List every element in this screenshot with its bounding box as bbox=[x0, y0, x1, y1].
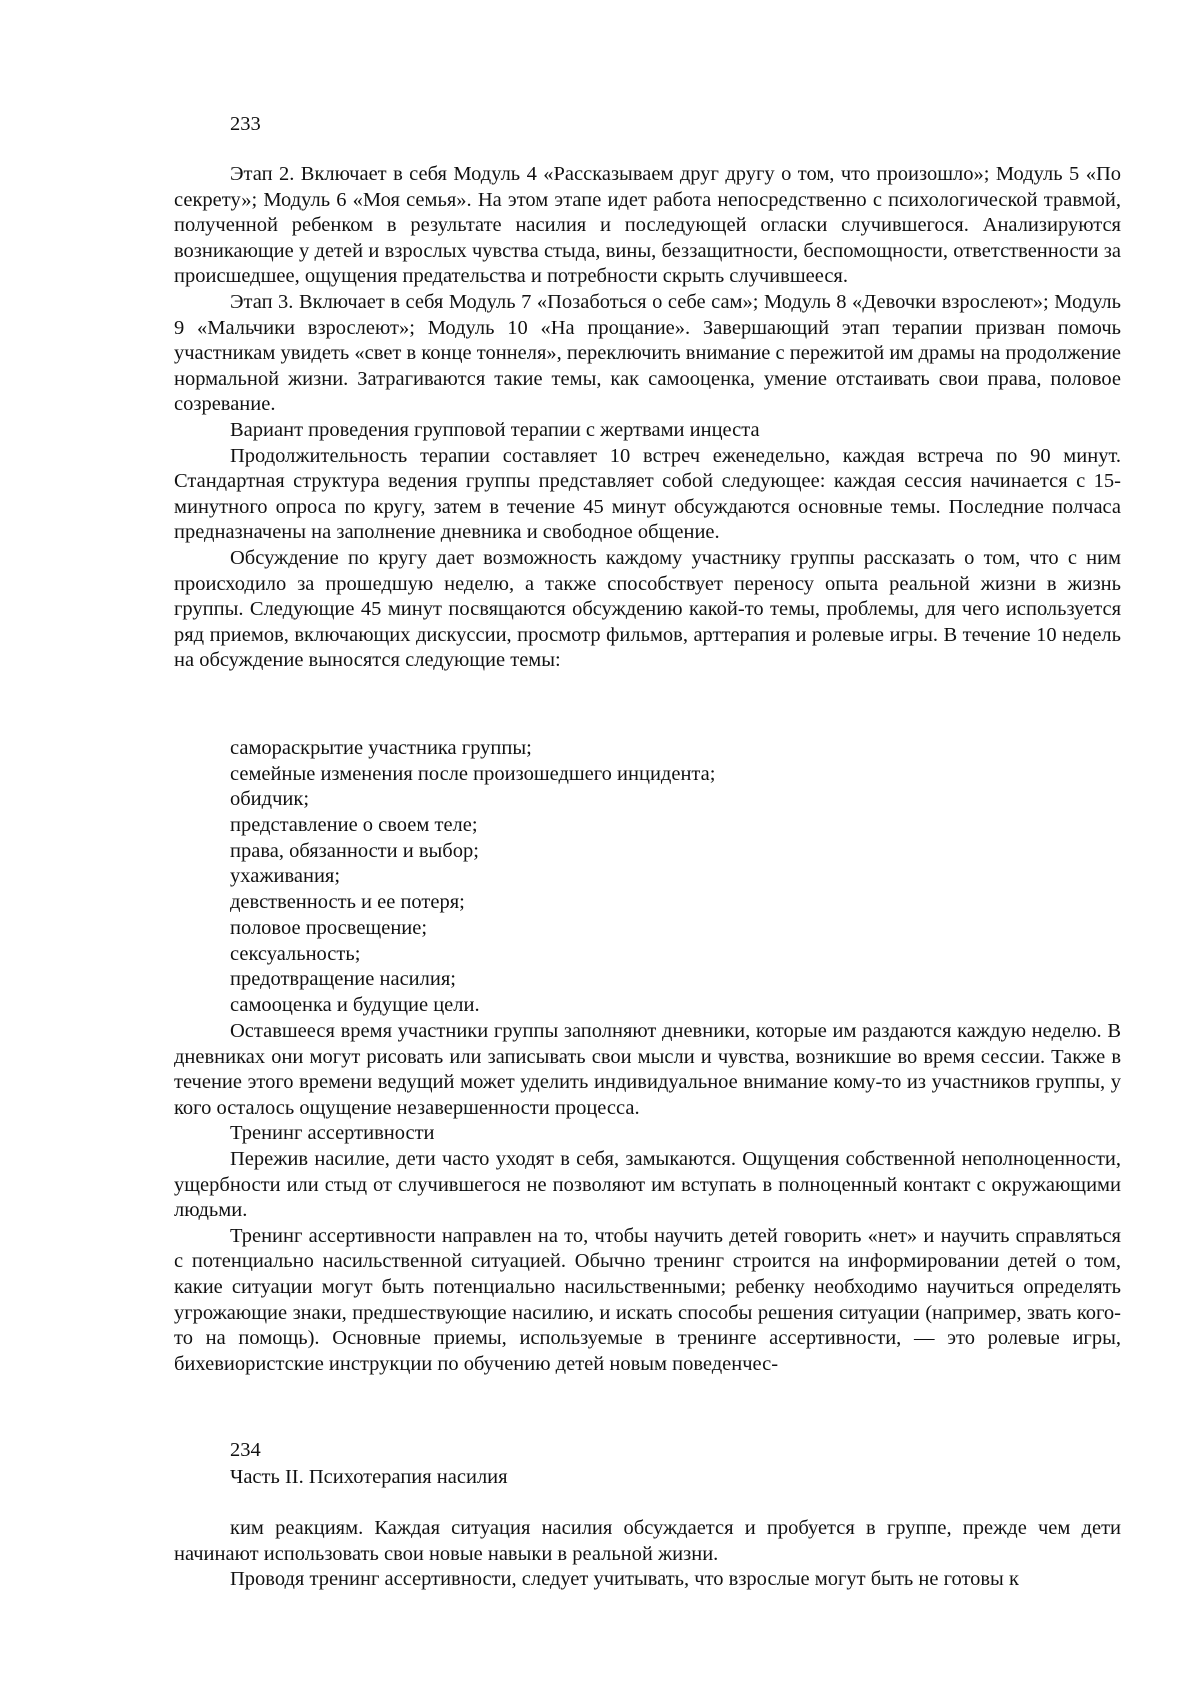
list-item: девственность и ее потеря; bbox=[230, 891, 465, 914]
list-item: права, обязанности и выбор; bbox=[230, 839, 479, 862]
section-page-234 bbox=[174, 1516, 1121, 1593]
paragraph-last: Проводя тренинг ассертивности, следует учитывать, что взрослые могут быть не готовы к bbox=[230, 1568, 1019, 1591]
paragraph-continued: ким реакциям. Каждая ситуация насилия обсуждается и пробуется в группе, прежде чем дети начинают использовать свои новые навыки в реальной жизни. bbox=[174, 1517, 1121, 1565]
list-item: предотвращение насилия; bbox=[230, 968, 456, 991]
paragraph-assertiveness-training: Тренинг ассертивности направлен на то, чтобы научить детей говорить «нет» и научить справляться с потенциально насильственной ситуацией. Обычно тренинг строится на информировании детей о том, какие ситуации могут быть потенциально насильственными; ребенку необходимо научиться определять угрожающие знаки, предшествующие насилию, и искать способы решения ситуации (например, звать кого-то на помощь). Основные приемы, используемые в тренинге ассертивности, — это ролевые игры, бихевиористские инструкции по обучению детей новым поведенчес- bbox=[174, 1224, 1121, 1375]
list-item: половое просвещение; bbox=[230, 916, 428, 939]
subheading-incest-group-therapy: Вариант проведения групповой терапии с жертвами инцеста bbox=[230, 418, 760, 441]
list-item: представление о своем теле; bbox=[230, 814, 478, 837]
paragraph-withdrawal: Пережив насилие, дети часто уходят в себя, замыкаются. Ощущения собственной неполноценности, ущербности или стыд от случившегося не позволяют им вступать в полноценный контакт с окружающими людьми. bbox=[174, 1147, 1121, 1222]
page-number: 234 bbox=[230, 1439, 261, 1461]
list-item: семейные изменения после произошедшего инцидента; bbox=[230, 762, 716, 785]
paragraph-stage-3: Этап 3. Включает в себя Модуль 7 «Позаботься о себе сам»; Модуль 8 «Девочки взрослеют»; Модуль 9 «Мальчики взрослеют»; Модуль 10 «На прощание». Завершающий этап терапии призван помочь участникам увидеть «свет в конце тоннеля», переключить внимание с пережитой им драмы на продолжение нормальной жизни. Затрагиваются такие темы, как самооценка, умение отстаивать свои права, половое созревание. bbox=[174, 290, 1121, 416]
paragraph-stage-2: Этап 2. Включает в себя Модуль 4 «Рассказываем друг другу о том, что произошло»; Модуль 5 «По секрету»; Модуль 6 «Моя семья». На этом этапе идет работа непосредственно с психологической травмой, полученной ребенком в результате насилия и последующей огласки случившегося. Анализируются возникающие у детей и взрослых чувства стыда, вины, беззащитности, беспомощности, ответственности за происшедшее, ощущения предательства и потребности скрыть случившееся. bbox=[174, 163, 1121, 288]
list-item: сексуальность; bbox=[230, 942, 361, 965]
list-item: обидчик; bbox=[230, 788, 310, 811]
section-assertiveness bbox=[174, 1019, 1121, 1377]
topics-list bbox=[230, 736, 715, 1019]
page-number: 233 bbox=[230, 113, 261, 135]
list-item: самораскрытие участника группы; bbox=[230, 737, 532, 759]
paragraph-therapy-duration: Продолжительность терапии составляет 10 встреч еженедельно, каждая встреча по 90 минут. Стандартная структура ведения группы представляет собой следующее: каждая сессия начинается с 15-минутного опроса по кругу, затем в течение 45 минут обсуждаются основные темы. Последние полчаса предназначены на заполнение дневника и свободное общение. bbox=[174, 444, 1121, 544]
list-item: самооценка и будущие цели. bbox=[230, 993, 480, 1016]
paragraph-circle-discussion: Обсуждение по кругу дает возможность каждому участнику группы рассказать о том, что с ним происходило за прошедшую неделю, а также способствует переносу опыта реальной жизни в жизнь группы. Следующие 45 минут посвящаются обсуждению какой-то темы, проблемы, для чего используется ряд приемов, включающих дискуссии, просмотр фильмов, арттерапия и ролевые игры. В течение 10 недель на обсуждение выносятся следующие темы: bbox=[174, 546, 1121, 672]
paragraph-diaries: Оставшееся время участники группы заполняют дневники, которые им раздаются каждую неделю. В дневниках они могут рисовать или записывать свои мысли и чувства, возникшие во время сессии. Также в течение этого времени ведущий может уделить индивидуальное внимание кому-то из участников группы, у кого осталось ощущение незавершенности процесса. bbox=[174, 1020, 1121, 1119]
list-item: ухаживания; bbox=[230, 865, 341, 888]
subheading-assertiveness-training: Тренинг ассертивности bbox=[230, 1122, 435, 1145]
running-head: Часть II. Психотерапия насилия bbox=[230, 1466, 508, 1488]
section-stages bbox=[174, 162, 1121, 674]
